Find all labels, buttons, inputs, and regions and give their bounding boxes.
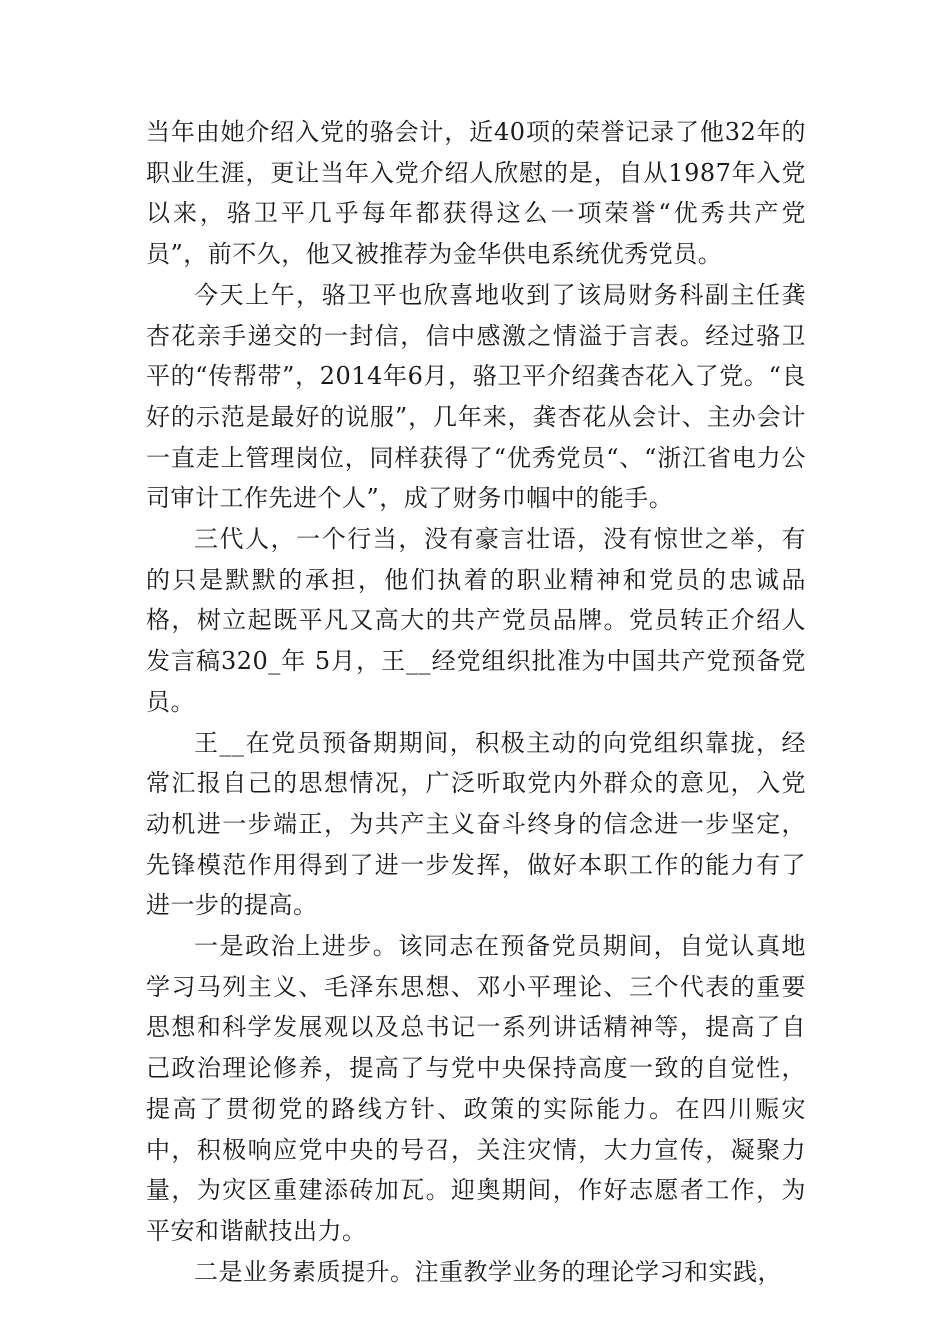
paragraph-2: 今天上午，骆卫平也欣喜地收到了该局财务科副主任龚杏花亲手递交的一封信，信中感激之情溢于言表。经过骆卫平的“传帮带”，2014年6月，骆卫平介绍龚杏花入了党。“良好的示范是最好的说服”，几年来，龚杏花从会计、主办会计一直走上管理岗位，同样获得了“优秀党员“、“浙江省电力公司审计工作先进个人”，成了财务巾帼中的能手。 bbox=[146, 280, 806, 513]
paragraph-1: 当年由她介绍入党的骆会计，近40项的荣誉记录了他32年的职业生涯，更让当年入党介绍人欣慰的是，自从1987年入党以来，骆卫平几乎每年都获得这么一项荣誉“优秀共产党员”，前不久，他又被推荐为金华供电系统优秀党员。 bbox=[146, 118, 806, 269]
paragraph-6: 二是业务素质提升。注重教学业务的理论学习和实践， bbox=[194, 1257, 782, 1286]
document-body bbox=[146, 112, 806, 1292]
paragraph-4: 王__在党员预备期期间，积极主动的向党组织靠拢，经常汇报自己的思想情况，广泛听取党内外群众的意见，入党动机进一步端正，为共产主义奋斗终身的信念进一步坚定，先锋模范作用得到了进一步发挥，做好本职工作的能力有了进一步的提高。 bbox=[146, 728, 806, 920]
paragraph-5: 一是政治上进步。该同志在预备党员期间，自觉认真地学习马列主义、毛泽东思想、邓小平理论、三个代表的重要思想和科学发展观以及总书记一系列讲话精神等，提高了自己政治理论修养，提高了与党中央保持高度一致的自觉性，提高了贯彻党的路线方针、政策的实际能力。在四川赈灾中，积极响应党中央的号召，关注灾情，大力宣传，凝聚力量，为灾区重建添砖加瓦。迎奥期间，作好志愿者工作，为平安和谐献技出力。 bbox=[146, 932, 806, 1245]
paragraph-3: 三代人，一个行当，没有豪言壮语，没有惊世之举，有的只是默默的承担，他们执着的职业精神和党员的忠诚品格，树立起既平凡又高大的共产党员品牌。党员转正介绍人发言稿320_年 5月，王__经党组织批准为中国共产党预备党员。 bbox=[146, 525, 806, 716]
